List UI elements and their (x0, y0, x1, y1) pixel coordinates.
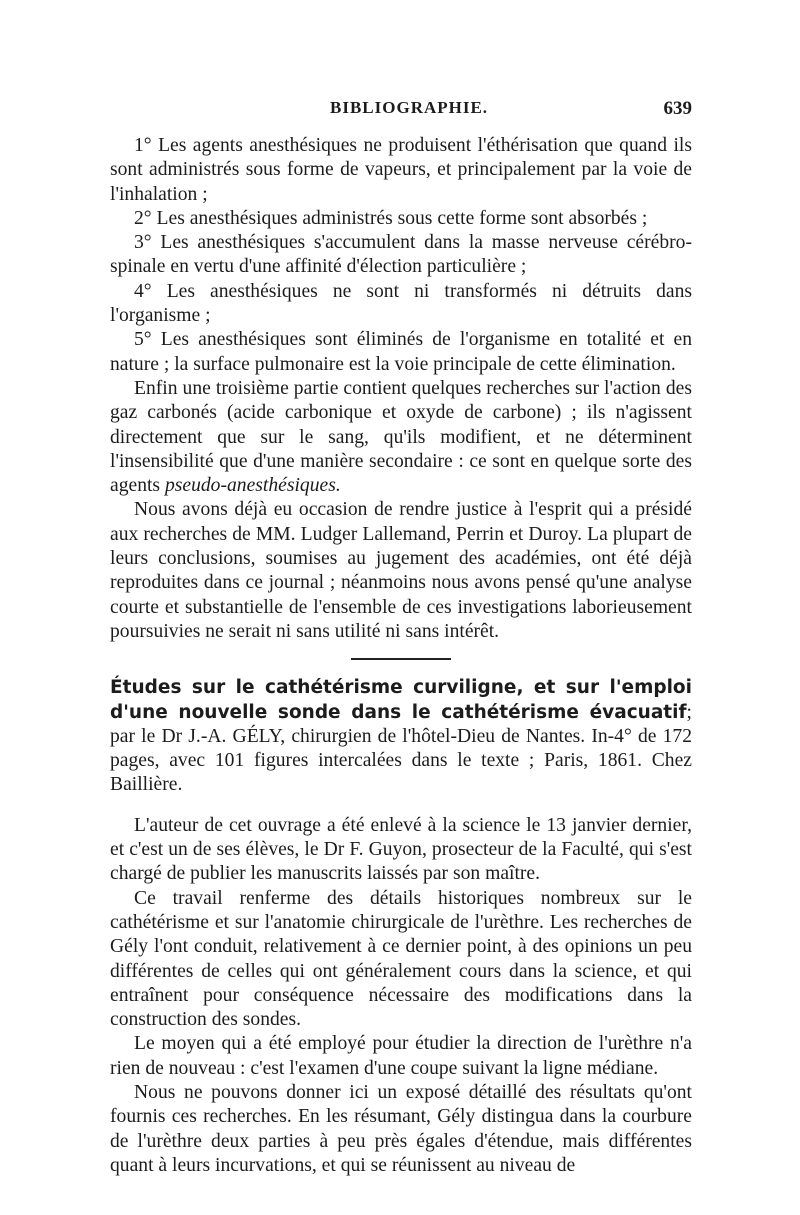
conclusion-2: 2° Les anesthésiques administrés sous cette forme sont absorbés ; (134, 207, 648, 229)
paragraph-gaz-carbones (110, 377, 692, 498)
paragraph-auteur: L'auteur de cet ouvrage a été enlevé à la science le 13 janvier dernier, et c'est un de ses élèves, le Dr F. Guyon, prosecteur de la Faculté, qui s'est chargé de publier les manuscrits laissés par son maître. (110, 814, 692, 885)
conclusion-4: 4° Les anesthésiques ne sont ni transformés ni détruits dans l'organisme ; (110, 280, 692, 327)
conclusion-1: 1° Les agents anesthésiques ne produisent l'éthérisation que quand ils sont administrés sous forme de vapeurs, et principalement par la voie de l'inhalation ; (110, 135, 692, 205)
paragraph-gaz-text: Enfin une troisième partie contient quelques recherches sur l'action des gaz carbonés (acide carbonique et oxyde de carbone) ; ils n'agissent directement que sur le sang, qu'ils modifient, et ne déterminent l'insensibilité que d'une manière secondaire : ce sont en quelque sorte des agents (110, 377, 692, 497)
page-number: 639 (663, 98, 692, 119)
running-title: BIBLIOGRAPHIE. (330, 98, 489, 117)
spacer (110, 798, 692, 814)
paragraph-resultats: Nous ne pouvons donner ici un exposé détaillé des résultats qu'ont fournis ces recherches. En les résumant, Gély distingua dans la courbure de l'urèthre deux parties à peu près égales d'étendue, mais différentes quant à leurs incurvations, et qui se réunissent au niveau de (110, 1081, 692, 1176)
section-divider (351, 658, 451, 660)
conclusion-3: 3° Les anesthésiques s'accumulent dans la masse nerveuse cérébro-spinale en vertu d'une affinité d'élection particulière ; (110, 232, 692, 278)
review-citation: ; par le Dr J.-A. GÉLY, chirurgien de l'hôtel-Dieu de Nantes. In-4° de 172 pages, avec 101 figures intercalées dans le texte ; Paris, 1861. Chez Baillière. (110, 701, 692, 796)
conclusion-5: 5° Les anesthésiques sont éliminés de l'organisme en totalité et en nature ; la surface pulmonaire est la voie principale de cette élimination. (110, 329, 692, 375)
paragraph-justice: Nous avons déjà eu occasion de rendre justice à l'esprit qui a présidé aux recherches de MM. Ludger Lallemand, Perrin et Duroy. La plupart de leurs conclusions, soumises au jugement des académies, ont été déjà reproduites dans ce journal ; néanmoins nous avons pensé qu'une analyse courte et substantielle de l'ensemble de ces investigations laborieusement poursuivies ne serait ni sans utilité ni sans intérêt. (110, 499, 692, 642)
review-title: Études sur le cathétérisme curviligne, et sur l'emploi d'une nouvelle sonde dans le cathétérisme évacuatif (110, 677, 692, 723)
paragraph-moyen: Le moyen qui a été employé pour étudier la direction de l'urèthre n'a rien de nouveau : c'est l'examen d'une coupe suivant la ligne médiane. (110, 1033, 692, 1079)
italic-term: pseudo-anesthésiques. (164, 475, 341, 497)
page-header (110, 98, 692, 134)
paragraph-travail: Ce travail renferme des détails historiques nombreux sur le cathétérisme et sur l'anatomie chirurgicale de l'urèthre. Les recherches de Gély l'ont conduit, relativement à ce dernier point, à des opinions un peu différentes de celles qui ont généralement cours dans la science, et qui entraînent pour conséquence nécessaire des modifications dans la construction des sondes. (110, 887, 692, 1031)
review-heading (110, 676, 692, 797)
